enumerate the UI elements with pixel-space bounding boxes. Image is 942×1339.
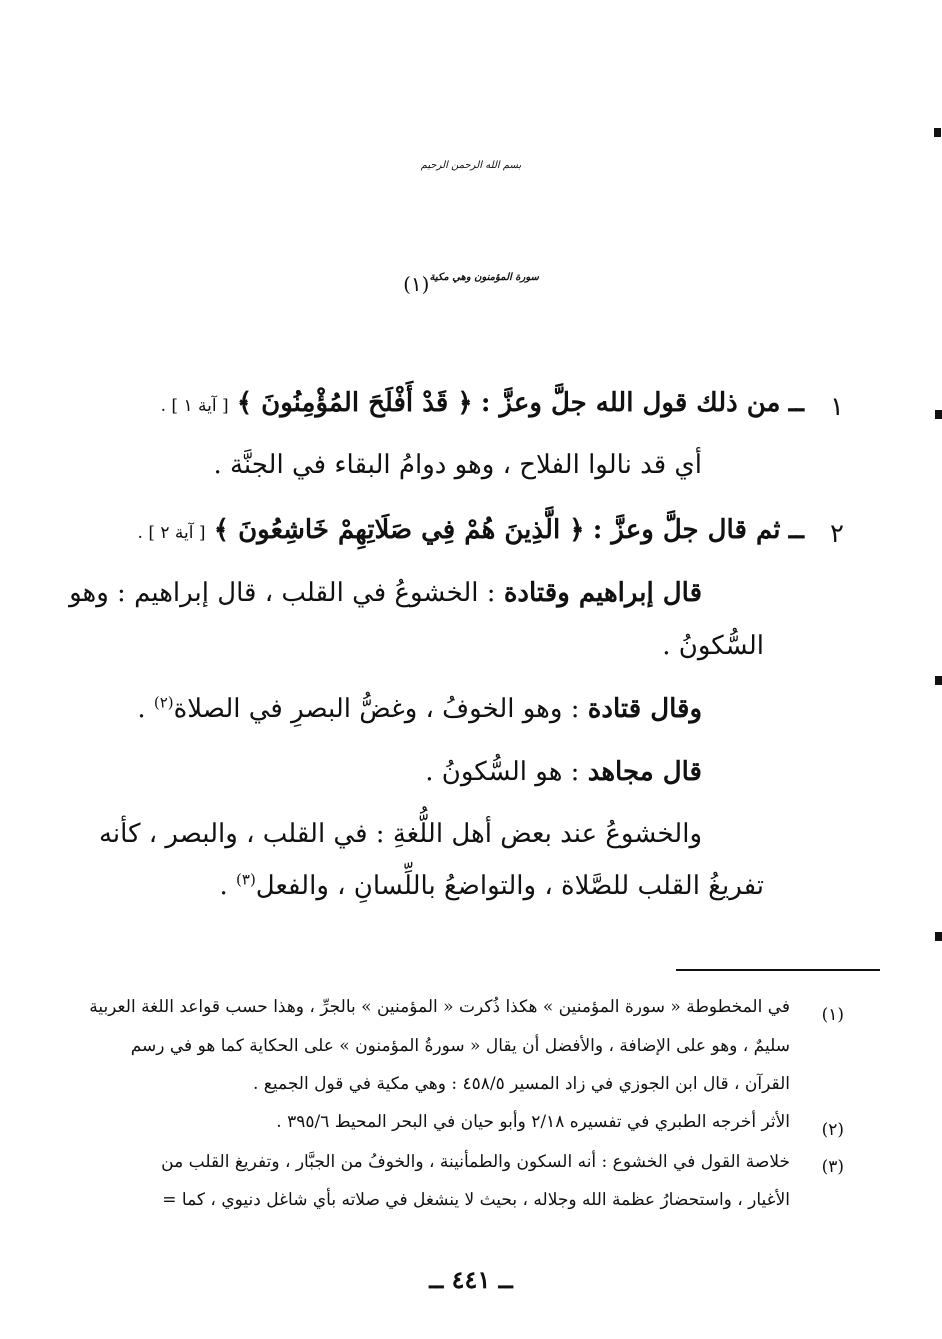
surah-title-footnote-ref: (١) xyxy=(403,272,430,296)
footnote-number: (٣) xyxy=(821,1157,844,1177)
commentary-line: والخشوعُ عند بعض أهل اللُّغةِ : في القلب ، والبصر ، كأنه xyxy=(98,819,702,849)
commentary-speaker: قال إبراهيم وقتادة xyxy=(503,578,702,608)
footnote-separator xyxy=(676,969,880,971)
commentary-text: : هو السُّكونُ . xyxy=(425,757,580,787)
footnote-line: الأغيار ، واستحضارُ عظمة الله وجلاله ، بحيث لا ينشغل في صلاته بأي شاغل دنيوي ، كما = xyxy=(162,1190,790,1210)
footnote-number: (٢) xyxy=(821,1120,844,1140)
punctuation: . xyxy=(137,694,154,724)
verse-number: ١ xyxy=(830,392,844,422)
commentary-speaker: وقال قتادة xyxy=(587,694,702,724)
punctuation: . xyxy=(219,871,237,901)
commentary-text: : الخشوعُ في القلب ، قال إبراهيم : وهو xyxy=(69,578,496,608)
footnote-line: سليمٌ ، وهو على الإضافة ، والأفضل أن يقال « سورةُ المؤمنون » على الحكاية كما هو في رسم xyxy=(130,1036,790,1056)
scan-edge-mark xyxy=(935,676,942,685)
verse-number: ٢ xyxy=(830,519,844,549)
surah-title-text: سورة المؤمنون وهي مكية xyxy=(429,272,539,283)
verse-gloss: أي قد نالوا الفلاح ، وهو دوامُ البقاء في الجنَّة . xyxy=(213,450,702,480)
verse-reference: [ آية ١ ] . xyxy=(160,396,229,416)
commentary-line xyxy=(69,577,702,611)
verse-dash: ــ xyxy=(788,388,804,418)
commentary-line xyxy=(219,870,764,904)
commentary-speaker: قال مجاهد xyxy=(587,757,702,787)
verse-line xyxy=(138,514,804,548)
footnote-ref: (٣) xyxy=(236,870,256,889)
verse-line xyxy=(161,387,804,421)
basmala-calligraphy: بسم الله الرحمن الرحيم xyxy=(420,160,522,171)
scan-edge-mark xyxy=(934,128,941,137)
scan-edge-mark xyxy=(935,932,942,941)
quran-quote: ﴿ قَدْ أَفْلَحَ المُؤْمِنُونَ ﴾ xyxy=(236,388,473,418)
surah-title xyxy=(0,272,942,296)
footnote-line: في المخطوطة « سورة المؤمنين » هكذا ذُكرت « المؤمنين » بالجرِّ ، وهذا حسب قواعد اللغة العربية xyxy=(89,997,790,1017)
verse-dash: ــ xyxy=(788,515,804,545)
verse-intro: ثم قال جلَّ وعزَّ : xyxy=(592,515,781,545)
footnote-ref: (٢) xyxy=(153,693,174,712)
verse-intro: من ذلك قول الله جلَّ وعزَّ : xyxy=(480,388,781,418)
footnote-line: الأثر أخرجه الطبري في تفسيره ٢/١٨ وأبو حيان في البحر المحيط ٣٩٥/٦ . xyxy=(276,1112,790,1132)
footnote-number: (١) xyxy=(821,1005,844,1025)
commentary-line xyxy=(137,693,702,727)
footnote-line: خلاصة القول في الخشوع : أنه السكون والطمأنينة ، والخوفُ من الجبَّار ، وتفريغ القلب من xyxy=(161,1152,790,1172)
page-number: ــ ٤٤١ ــ xyxy=(429,1265,513,1294)
quran-quote: ﴿ الَّذِينَ هُمْ فِي صَلَاتِهِمْ خَاشِعُونَ ﴾ xyxy=(213,515,585,545)
footnote-line: القرآن ، قال ابن الجوزي في زاد المسير ٤٥٨/٥ : وهي مكية في قول الجميع . xyxy=(253,1074,790,1094)
verse-reference: [ آية ٢ ] . xyxy=(137,523,206,543)
commentary-line: السُّكونُ . xyxy=(662,631,764,661)
scan-edge-mark xyxy=(935,410,942,419)
commentary-line xyxy=(425,756,702,790)
commentary-text: : وهو الخوفُ ، وغضُّ البصرِ في الصلاة xyxy=(173,694,580,724)
commentary-text: تفريغُ القلب للصَّلاة ، والتواضعُ باللِّسانِ ، والفعل xyxy=(255,871,764,901)
